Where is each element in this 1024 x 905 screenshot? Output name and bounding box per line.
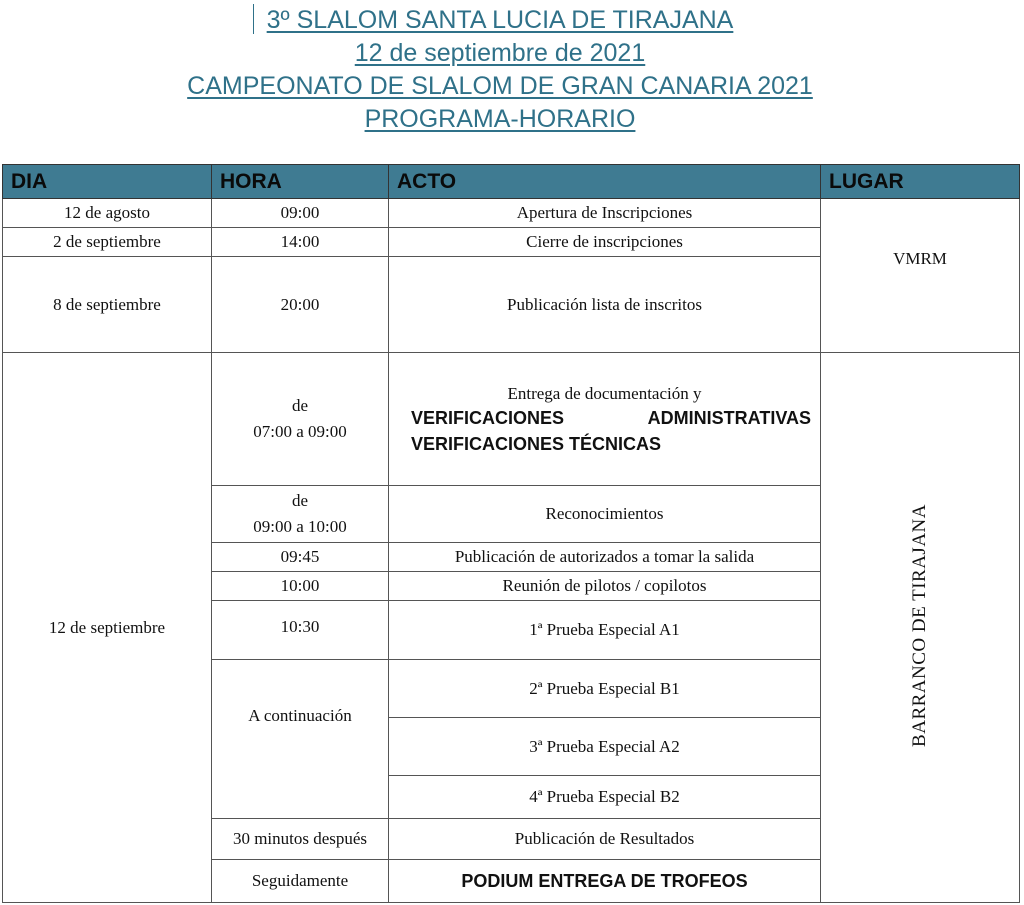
table-row: [3, 353, 1020, 486]
acto-verificaciones-admin: [411, 408, 811, 429]
cell-hora: 10:30: [212, 601, 389, 660]
cell-acto: Reconocimientos: [389, 486, 821, 543]
cell-dia: 8 de septiembre: [3, 257, 212, 353]
cell-acto: [389, 353, 821, 486]
cell-acto: Publicación de Resultados: [389, 819, 821, 860]
acto-v3: VERIFICACIONES TÉCNICAS: [411, 433, 662, 454]
hora-de: de: [291, 491, 309, 510]
hora-range: 07:00 a 09:00: [253, 422, 347, 441]
cell-hora: [212, 486, 389, 543]
acto-v1: VERIFICACIONES: [411, 407, 565, 428]
acto-v2: ADMINISTRATIVAS: [647, 407, 811, 428]
cell-hora: 10:00: [212, 572, 389, 601]
document-title: [0, 4, 1000, 136]
cell-dia: 2 de septiembre: [3, 228, 212, 257]
lugar-vertical-text: BARRANCO DE TIRAJANA: [909, 503, 930, 747]
cell-acto: PODIUM ENTREGA DE TROFEOS: [389, 860, 821, 903]
cell-acto: Reunión de pilotos / copilotos: [389, 572, 821, 601]
cell-acto: Publicación de autorizados a tomar la salida: [389, 543, 821, 572]
cell-hora: 20:00: [212, 257, 389, 353]
cell-lugar: [821, 199, 1020, 353]
lugar-text: VMRM: [893, 248, 947, 268]
cell-acto: 4ª Prueba Especial B2: [389, 776, 821, 819]
cell-acto: Publicación lista de inscritos: [389, 257, 821, 353]
title-line-3: CAMPEONATO DE SLALOM DE GRAN CANARIA 2021: [187, 72, 813, 100]
cell-dia: 12 de septiembre: [3, 353, 212, 903]
header-lugar: LUGAR: [821, 165, 1020, 199]
acto-intro: Entrega de documentación y: [507, 383, 702, 403]
cell-hora: A continuación: [212, 660, 389, 819]
cell-hora: 09:45: [212, 543, 389, 572]
table-header-row: [3, 165, 1020, 199]
cell-hora: 30 minutos después: [212, 819, 389, 860]
header-hora: HORA: [212, 165, 389, 199]
cell-hora: 09:00: [212, 199, 389, 228]
schedule-table: [2, 164, 1020, 903]
cell-acto: 2ª Prueba Especial B1: [389, 660, 821, 718]
header-dia: DIA: [3, 165, 212, 199]
cell-acto: 3ª Prueba Especial A2: [389, 718, 821, 776]
title-line-2: 12 de septiembre de 2021: [354, 39, 646, 67]
cell-hora: [212, 353, 389, 486]
hora-de: de: [291, 396, 309, 415]
header-acto: ACTO: [389, 165, 821, 199]
hora-range: 09:00 a 10:00: [253, 517, 347, 536]
cell-hora: 14:00: [212, 228, 389, 257]
cell-acto: Cierre de inscripciones: [389, 228, 821, 257]
title-line-4: PROGRAMA-HORARIO: [364, 105, 636, 133]
cell-acto: 1ª Prueba Especial A1: [389, 601, 821, 660]
cell-acto: Apertura de Inscripciones: [389, 199, 821, 228]
cell-dia: 12 de agosto: [3, 199, 212, 228]
cell-lugar: [821, 353, 1020, 903]
table-row: [3, 199, 1020, 228]
title-line-1: 3º SLALOM SANTA LUCIA DE TIRAJANA: [266, 6, 734, 34]
cell-hora: Seguidamente: [212, 860, 389, 903]
